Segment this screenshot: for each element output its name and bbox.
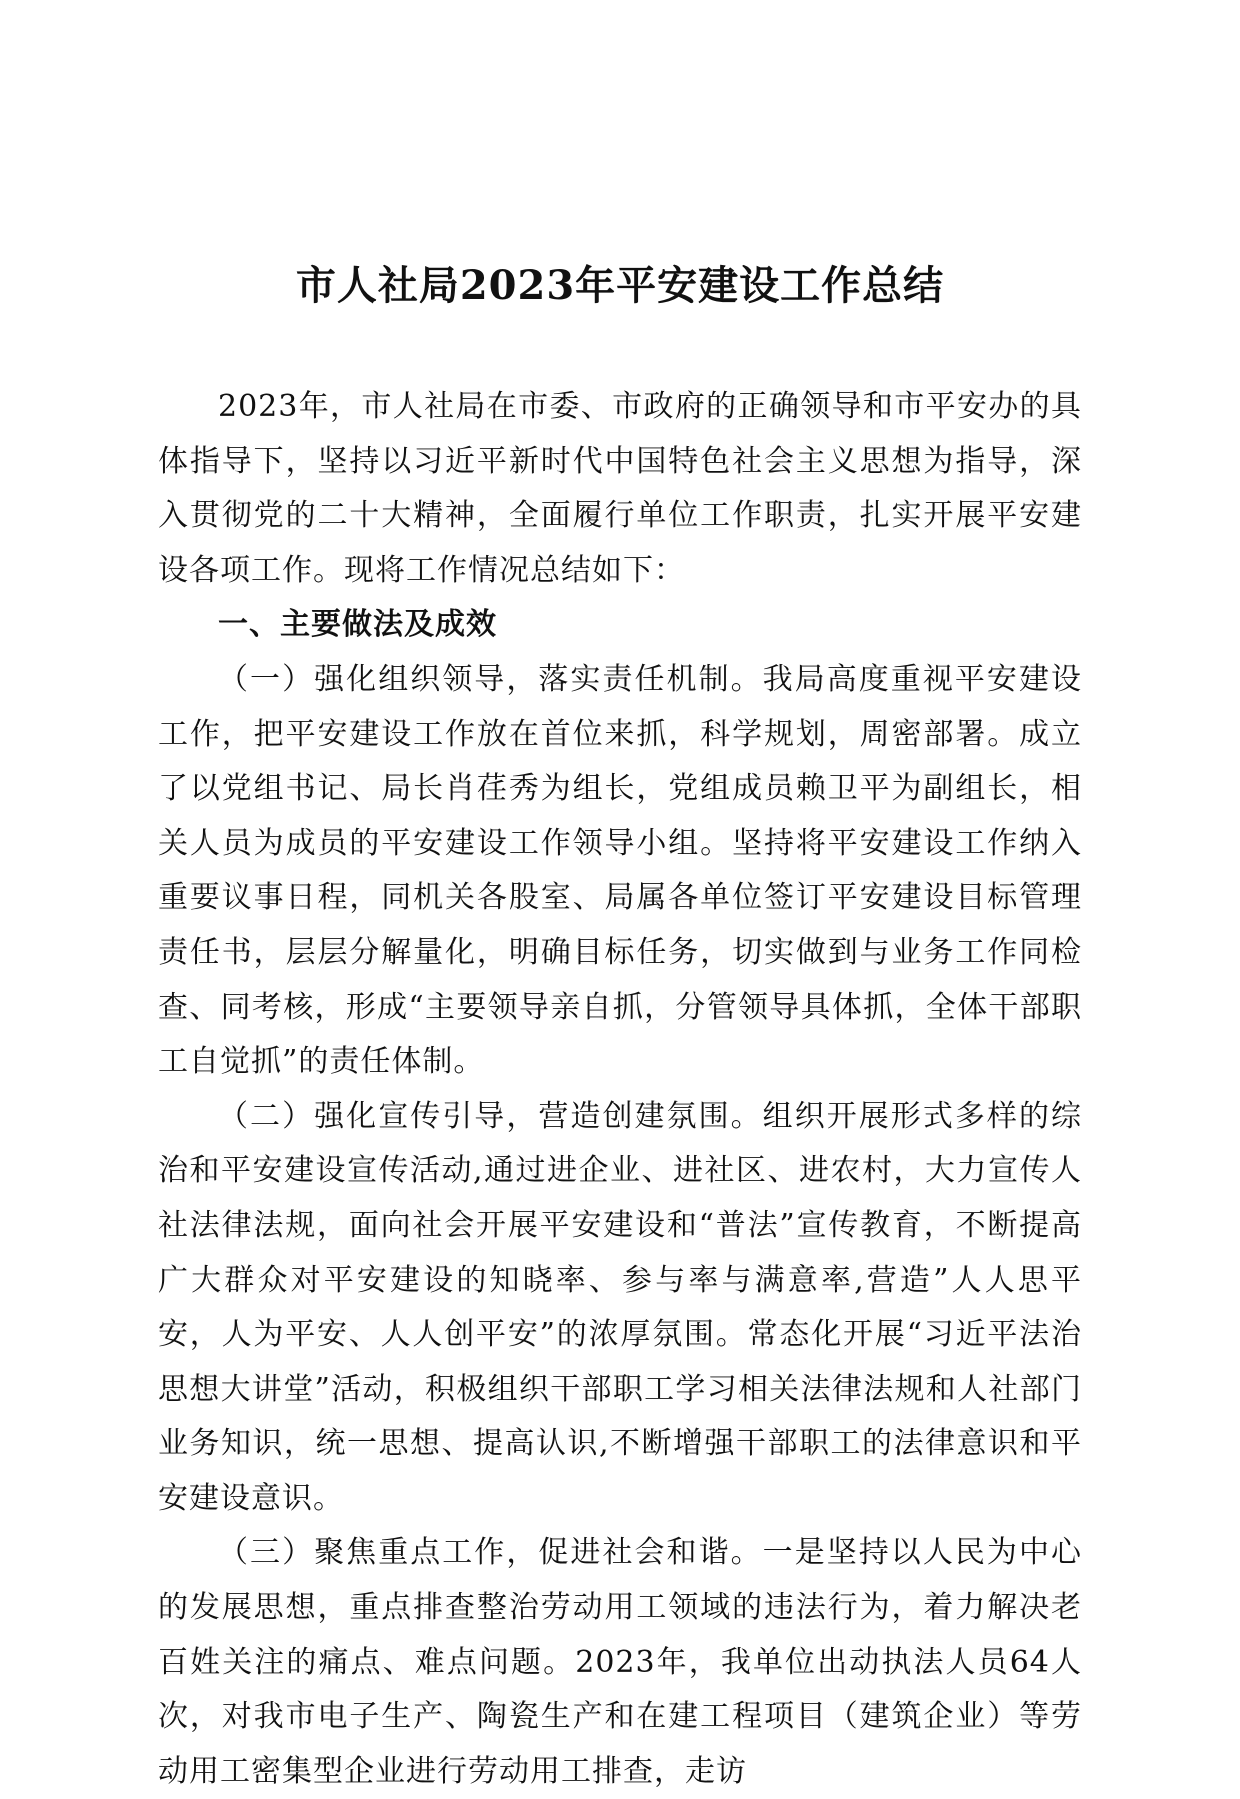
document-body (158, 380, 1082, 1799)
item-paragraph-3 (158, 1526, 1082, 1799)
item-paragraph-2 (158, 1090, 1082, 1527)
section-heading: 一、主要做法及成效 (218, 607, 497, 643)
intro-paragraph: 2023年，市人社局在市委、市政府的正确领导和市平安办的具体指导下，坚持以习近平新时代中国特色社会主义思想为指导，深入贯彻党的二十大精神，全面履行单位工作职责，扎实开展平安建设各项工作。现将工作情况总结如下： (158, 389, 1082, 588)
item-text: 我局高度重视平安建设工作，把平安建设工作放在首位来抓，科学规划，周密部署。成立了以党组书记、局长肖荏秀为组长，党组成员赖卫平为副组长，相关人员为成员的平安建设工作领导小组。坚持将平安建设工作纳入重要议事日程，同机关各股室、局属各单位签订平安建设目标管理责任书，层层分解量化，明确目标任务，切实做到与业务工作同检查、同考核，形成“主要领导亲自抓，分管领导具体抓，全体干部职工自觉抓”的责任体制。 (158, 661, 1083, 1080)
item-lead: （三）聚焦重点工作，促进社会和谐。 (218, 1535, 763, 1571)
item-lead: （二）强化宣传引导，营造创建氛围。 (218, 1098, 763, 1134)
item-text: 一是坚持以人民为中心的发展思想，重点排查整治劳动用工领域的违法行为，着力解决老百姓关注的痛点、难点问题。2023年，我单位出动执法人员64人次，对我市电子生产、陶瓷生产和在建工程项目（建筑企业）等劳动用工密集型企业进行劳动用工排查，走访 (158, 1535, 1083, 1789)
document-title: 市人社局2023年平安建设工作总结 (295, 262, 945, 309)
document-page (158, 0, 1083, 1789)
item-lead: （一）强化组织领导，落实责任机制。 (218, 661, 763, 697)
item-text: 组织开展形式多样的综治和平安建设宣传活动,通过进企业、进社区、进农村，大力宣传人社法律法规，面向社会开展平安建设和“普法”宣传教育，不断提高广大群众对平安建设的知晓率、参与率与满意率,营造”人人思平安，人为平安、人人创平安”的浓厚氛围。常态化开展“习近平法治思想大讲堂”活动，积极组织干部职工学习相关法律法规和人社部门业务知识，统一思想、提高认识,不断增强干部职工的法律意识和平安建设意识。 (158, 1098, 1083, 1516)
item-paragraph-1 (158, 653, 1082, 1090)
